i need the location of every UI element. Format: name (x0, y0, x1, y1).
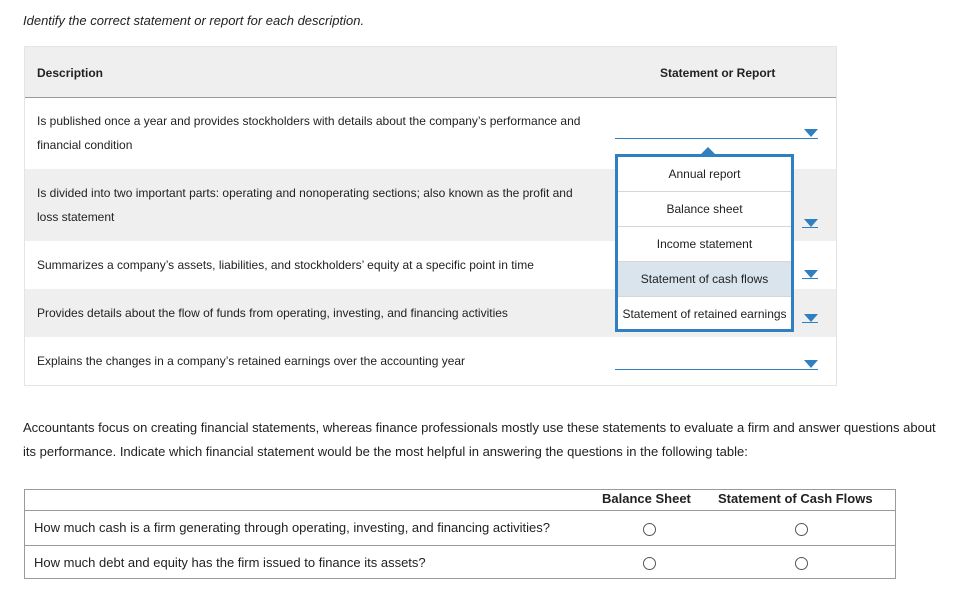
chevron-down-icon[interactable] (804, 270, 818, 278)
question-text: How much debt and equity has the firm issued to finance its assets? (34, 555, 426, 570)
option-statement-of-retained-earnings[interactable]: Statement of retained earnings (622, 307, 787, 321)
statement-column-header: Statement or Report (660, 66, 776, 80)
description-line: financial condition (37, 138, 133, 152)
table-row (25, 545, 895, 580)
chevron-down-icon[interactable] (804, 314, 818, 322)
cash-flows-radio[interactable] (795, 557, 808, 570)
chevron-down-icon[interactable] (804, 129, 818, 137)
option-statement-of-cash-flows[interactable]: Statement of cash flows (618, 262, 791, 297)
dropdown-underline (802, 227, 818, 228)
row-description (37, 181, 573, 229)
description-line: Provides details about the flow of funds from operating, investing, and financing activities (37, 306, 508, 320)
balance-sheet-radio[interactable] (643, 557, 656, 570)
row-description (37, 109, 580, 157)
option-income-statement[interactable]: Income statement (618, 227, 791, 262)
caret-up-icon (701, 147, 715, 154)
instruction-text: Identify the correct statement or report for each description. (23, 13, 365, 28)
description-line: loss statement (37, 210, 115, 224)
balance-sheet-radio[interactable] (643, 523, 656, 536)
description-line: Is published once a year and provides stockholders with details about the company’s performance and (37, 114, 581, 128)
description-column-header: Description (37, 66, 104, 80)
cash-flows-column-header: Statement of Cash Flows (718, 491, 873, 506)
description-line: Summarizes a company’s assets, liabilities, and stockholders’ equity at a specific point in time (37, 258, 534, 272)
chevron-down-icon[interactable] (804, 360, 818, 368)
row-description (37, 301, 508, 325)
dropdown-underline (802, 278, 818, 279)
row-description (37, 349, 465, 373)
description-line: Explains the changes in a company’s retained earnings over the accounting year (37, 354, 466, 368)
table-row (25, 337, 836, 385)
dropdown-menu (615, 154, 794, 332)
statement-dropdown[interactable] (615, 118, 818, 139)
instruction-paragraph: Accountants focus on creating financial statements, whereas finance professionals mostly use these statements to evaluate a firm and answer questions about its performance. Indicate which financial statement would be the most helpful in answering the questions in the following table: (23, 420, 936, 459)
table-row (25, 510, 895, 545)
option-balance-sheet[interactable]: Balance sheet (618, 192, 791, 227)
chevron-down-icon[interactable] (804, 219, 818, 227)
row-description (37, 253, 534, 277)
dropdown-underline (802, 322, 818, 323)
cash-flows-radio[interactable] (795, 523, 808, 536)
statement-dropdown[interactable] (615, 349, 818, 370)
description-line: Is divided into two important parts: operating and nonoperating sections; also known as the profit and (37, 186, 573, 200)
balance-sheet-column-header: Balance Sheet (602, 491, 691, 506)
option-annual-report[interactable]: Annual report (618, 157, 791, 192)
table-header (25, 47, 836, 98)
question-table (24, 489, 896, 579)
question-text: How much cash is a firm generating through operating, investing, and financing activities? (34, 520, 550, 535)
